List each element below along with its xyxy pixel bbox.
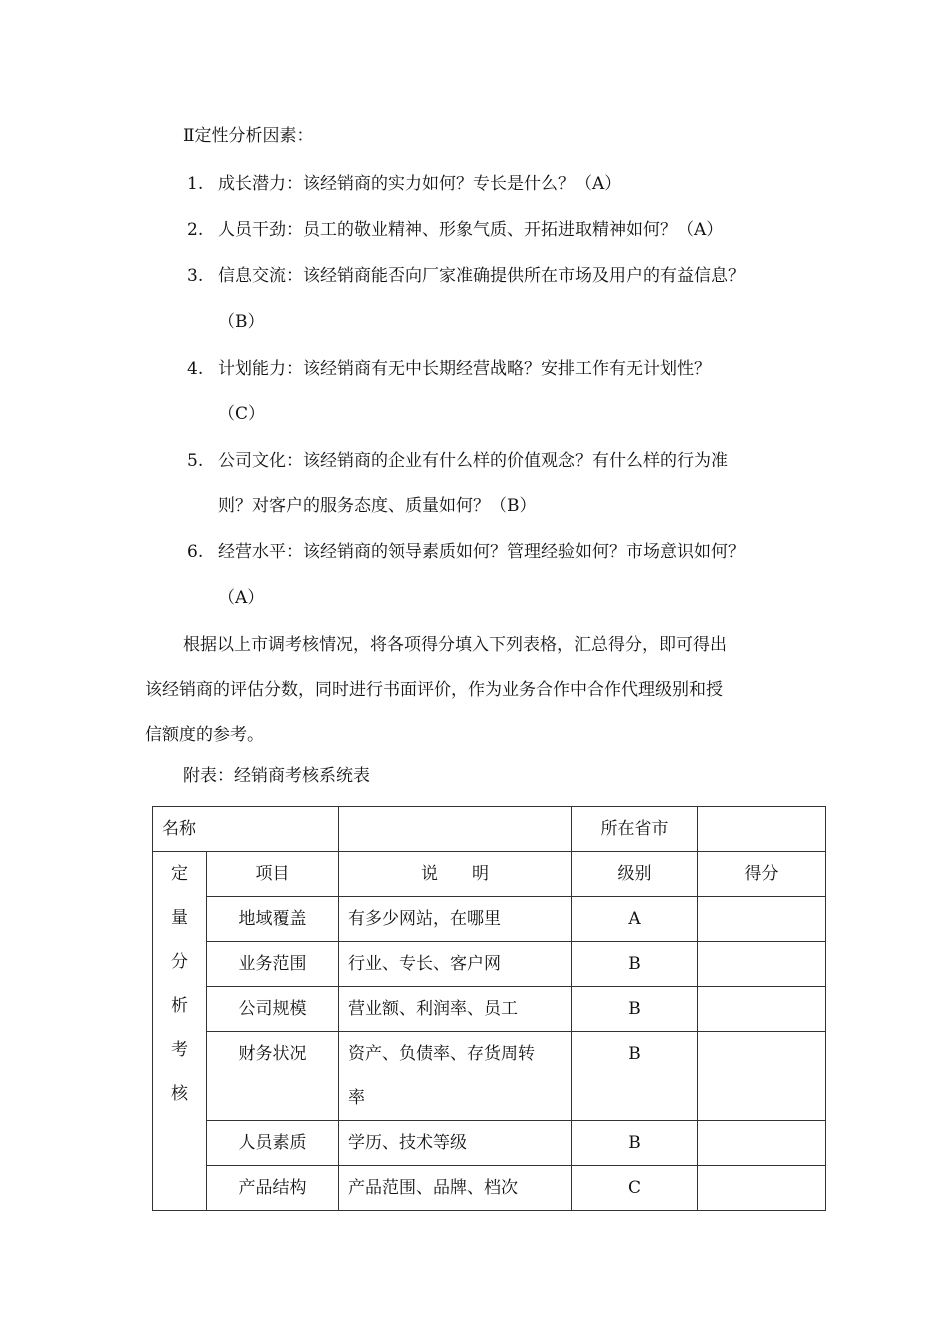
table-caption: 附表：经销商考核系统表 xyxy=(183,766,370,786)
summary-paragraph-line: 根据以上市调考核情况，将各项得分填入下列表格，汇总得分，即可得出 xyxy=(183,635,727,655)
item-text: 信息交流：该经销商能否向厂家准确提供所在市场及用户的有益信息？ xyxy=(218,266,745,286)
item-number: 2. xyxy=(187,220,204,240)
section-heading: Ⅱ定性分析因素： xyxy=(183,126,314,146)
name-value-cell xyxy=(339,807,572,852)
row-item: 公司规模 xyxy=(207,987,339,1032)
column-header-level: 级别 xyxy=(572,852,698,897)
item-number: 5. xyxy=(187,451,204,471)
row-score xyxy=(698,1121,826,1166)
row-desc: 有多少网站，在哪里 xyxy=(339,897,572,942)
item-text-continuation: （A） xyxy=(218,588,265,608)
row-desc: 营业额、利润率、员工 xyxy=(339,987,572,1032)
item-text: 计划能力：该经销商有无中长期经营战略？安排工作有无计划性？ xyxy=(218,359,711,379)
row-item: 财务状况 xyxy=(207,1032,339,1121)
table-row xyxy=(153,987,826,1032)
side-label-char: 考 xyxy=(171,1040,188,1060)
side-label-char: 析 xyxy=(171,996,188,1016)
item-number: 1. xyxy=(187,174,204,194)
item-text: 经营水平：该经销商的领导素质如何？管理经验如何？市场意识如何？ xyxy=(218,542,745,562)
item-text: 人员干劲：员工的敬业精神、形象气质、开拓进取精神如何？（A） xyxy=(218,220,724,240)
location-value-cell xyxy=(698,807,826,852)
row-item: 产品结构 xyxy=(207,1166,339,1211)
table-row xyxy=(153,807,826,852)
table-row xyxy=(153,897,826,942)
assessment-table xyxy=(152,806,826,1211)
row-level: C xyxy=(572,1166,698,1211)
summary-paragraph-line: 信额度的参考。 xyxy=(145,725,264,745)
row-desc: 行业、专长、客户网 xyxy=(339,942,572,987)
row-score xyxy=(698,897,826,942)
row-level: B xyxy=(572,987,698,1032)
side-label-char: 核 xyxy=(171,1084,188,1104)
row-level: B xyxy=(572,942,698,987)
item-text-continuation: （C） xyxy=(218,404,266,424)
row-desc: 产品范围、品牌、档次 xyxy=(339,1166,572,1211)
item-number: 3. xyxy=(187,266,204,286)
table-row xyxy=(153,942,826,987)
row-score xyxy=(698,987,826,1032)
side-label-cell xyxy=(153,852,207,1211)
row-level: A xyxy=(572,897,698,942)
summary-paragraph-line: 该经销商的评估分数，同时进行书面评价，作为业务合作中合作代理级别和授 xyxy=(145,680,723,700)
item-text: 公司文化：该经销商的企业有什么样的价值观念？有什么样的行为准 xyxy=(218,451,728,471)
side-label-char: 量 xyxy=(171,908,188,928)
location-label-cell: 所在省市 xyxy=(572,807,698,852)
column-header-score: 得分 xyxy=(698,852,826,897)
item-number: 4. xyxy=(187,359,204,379)
row-item: 地域覆盖 xyxy=(207,897,339,942)
row-score xyxy=(698,1032,826,1121)
row-desc-line: 资产、负债率、存货周转 xyxy=(348,1044,535,1064)
item-text-continuation: （B） xyxy=(218,312,265,332)
row-level: B xyxy=(572,1121,698,1166)
table-header-row xyxy=(153,852,826,897)
column-header-desc: 说 明 xyxy=(339,852,572,897)
row-score xyxy=(698,1166,826,1211)
row-desc: 学历、技术等级 xyxy=(339,1121,572,1166)
side-label-char: 分 xyxy=(171,952,188,972)
item-text-continuation: 则？对客户的服务态度、质量如何？（B） xyxy=(218,496,537,516)
row-level: B xyxy=(572,1032,698,1121)
row-desc-line: 率 xyxy=(348,1088,365,1108)
row-item: 业务范围 xyxy=(207,942,339,987)
table-row xyxy=(153,1166,826,1211)
row-desc xyxy=(339,1032,572,1121)
item-text: 成长潜力：该经销商的实力如何？专长是什么？（A） xyxy=(218,174,622,194)
table-row xyxy=(153,1032,826,1121)
row-score xyxy=(698,942,826,987)
side-label-char: 定 xyxy=(171,864,188,884)
table-row xyxy=(153,1121,826,1166)
column-header-item: 项目 xyxy=(207,852,339,897)
name-label-cell: 名称 xyxy=(153,807,339,852)
item-number: 6. xyxy=(187,542,204,562)
row-item: 人员素质 xyxy=(207,1121,339,1166)
